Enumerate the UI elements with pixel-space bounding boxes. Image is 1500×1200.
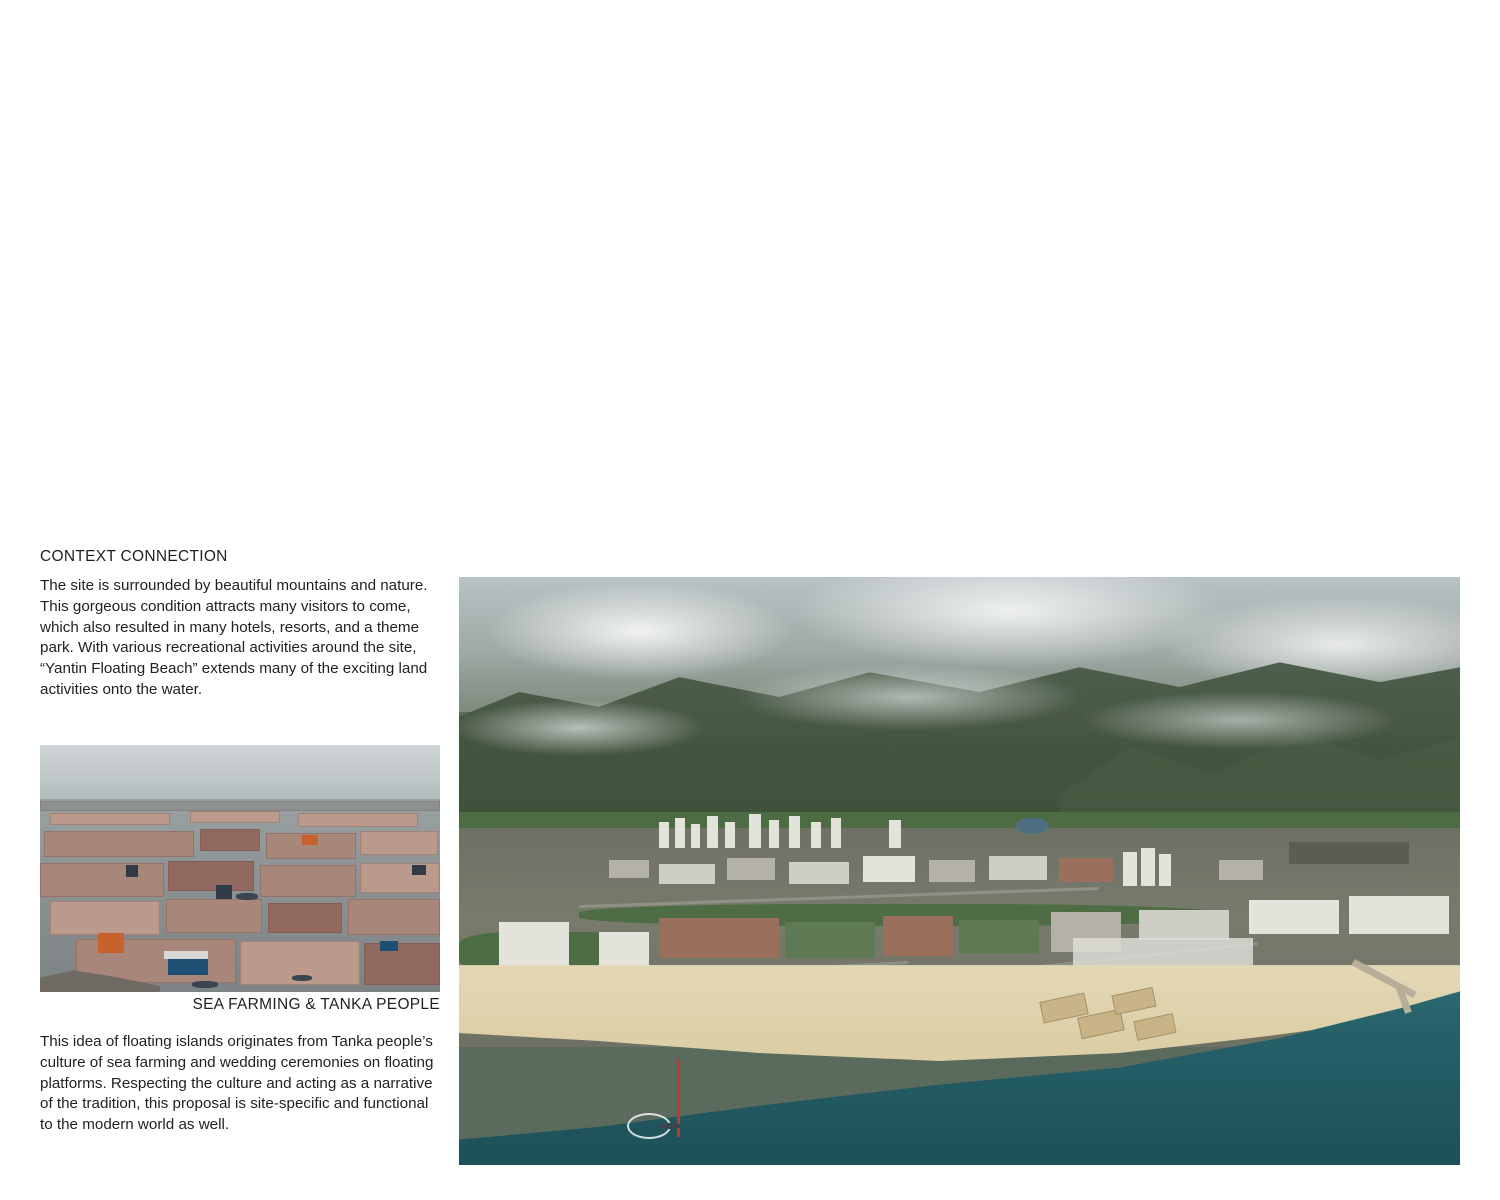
aerial-site-photo [459, 577, 1460, 1165]
building [889, 820, 901, 848]
low-rise-block [1139, 910, 1229, 940]
low-rise-block [959, 920, 1039, 954]
low-rise-block [499, 922, 569, 966]
building [863, 856, 915, 882]
building [675, 818, 685, 848]
building [1059, 858, 1113, 882]
raft [360, 863, 440, 893]
building [609, 860, 649, 878]
boat [292, 975, 312, 981]
boat [192, 981, 218, 988]
raft-band [40, 801, 440, 811]
photo-mist [459, 636, 1460, 789]
building [1159, 854, 1171, 886]
stilt-hut [216, 885, 232, 899]
raft [168, 861, 254, 891]
building [789, 816, 800, 848]
building [727, 858, 775, 880]
jet-ski [659, 1123, 681, 1129]
raft [360, 831, 438, 855]
building [929, 860, 975, 882]
stilt-hut-roof [164, 951, 208, 959]
raft [268, 903, 342, 933]
sea-farming-photo [40, 745, 440, 992]
tanka-people-body: This idea of floating islands originates from Tanka people’s culture of sea farming and wedding ceremonies on floating platforms. Respecting the culture and acting as a narrative of the tradition, this proposal is site-specific and functional to the modern world as well. [40, 1033, 434, 1134]
tanka-people-section [40, 1032, 440, 1136]
building [989, 856, 1047, 880]
building [659, 864, 715, 884]
building [1141, 848, 1155, 886]
stilt-hut [302, 835, 318, 845]
raft [200, 829, 260, 851]
context-connection-section [40, 548, 440, 701]
raft [50, 813, 170, 825]
low-rise-block [883, 916, 953, 956]
building [811, 822, 821, 848]
low-rise-block [659, 918, 779, 958]
building [707, 816, 718, 848]
resort-building [1349, 896, 1449, 934]
low-rise-block [599, 932, 649, 968]
stilt-hut [168, 959, 208, 975]
low-rise-block [785, 922, 875, 958]
context-connection-body: The site is surrounded by beautiful mountains and nature. This gorgeous condition attracts many visitors to come, which also resulted in many hotels, resorts, and a theme park. With various recreational activities around the site, “Yantin Floating Beach” extends many of the exciting land activities onto the water. [40, 577, 428, 699]
building [749, 814, 761, 848]
raft [364, 943, 440, 985]
raft [348, 899, 440, 935]
dome-building [1015, 818, 1049, 834]
context-connection-heading: CONTEXT CONNECTION [40, 548, 228, 565]
sea-farming-photo-caption: SEA FARMING & TANKA PEOPLE [192, 996, 440, 1013]
building [725, 822, 735, 848]
building [1123, 852, 1137, 886]
greenbelt [459, 812, 1460, 828]
marina-docks [1073, 938, 1253, 968]
stilt-hut [412, 865, 426, 875]
building [831, 818, 841, 848]
raft [260, 865, 356, 897]
raft [166, 899, 262, 933]
resort-building [1249, 900, 1339, 934]
building [659, 822, 669, 848]
building [1289, 842, 1409, 864]
raft [50, 901, 160, 935]
boat [236, 893, 258, 900]
building [1219, 860, 1263, 880]
stilt-hut [98, 933, 124, 953]
building [691, 824, 700, 848]
photo-sky [40, 745, 440, 804]
building [789, 862, 849, 884]
stilt-hut [126, 865, 138, 877]
raft [40, 863, 164, 897]
raft [190, 811, 280, 823]
raft [44, 831, 194, 857]
building [769, 820, 779, 848]
raft [298, 813, 418, 827]
stilt-hut [380, 941, 398, 951]
